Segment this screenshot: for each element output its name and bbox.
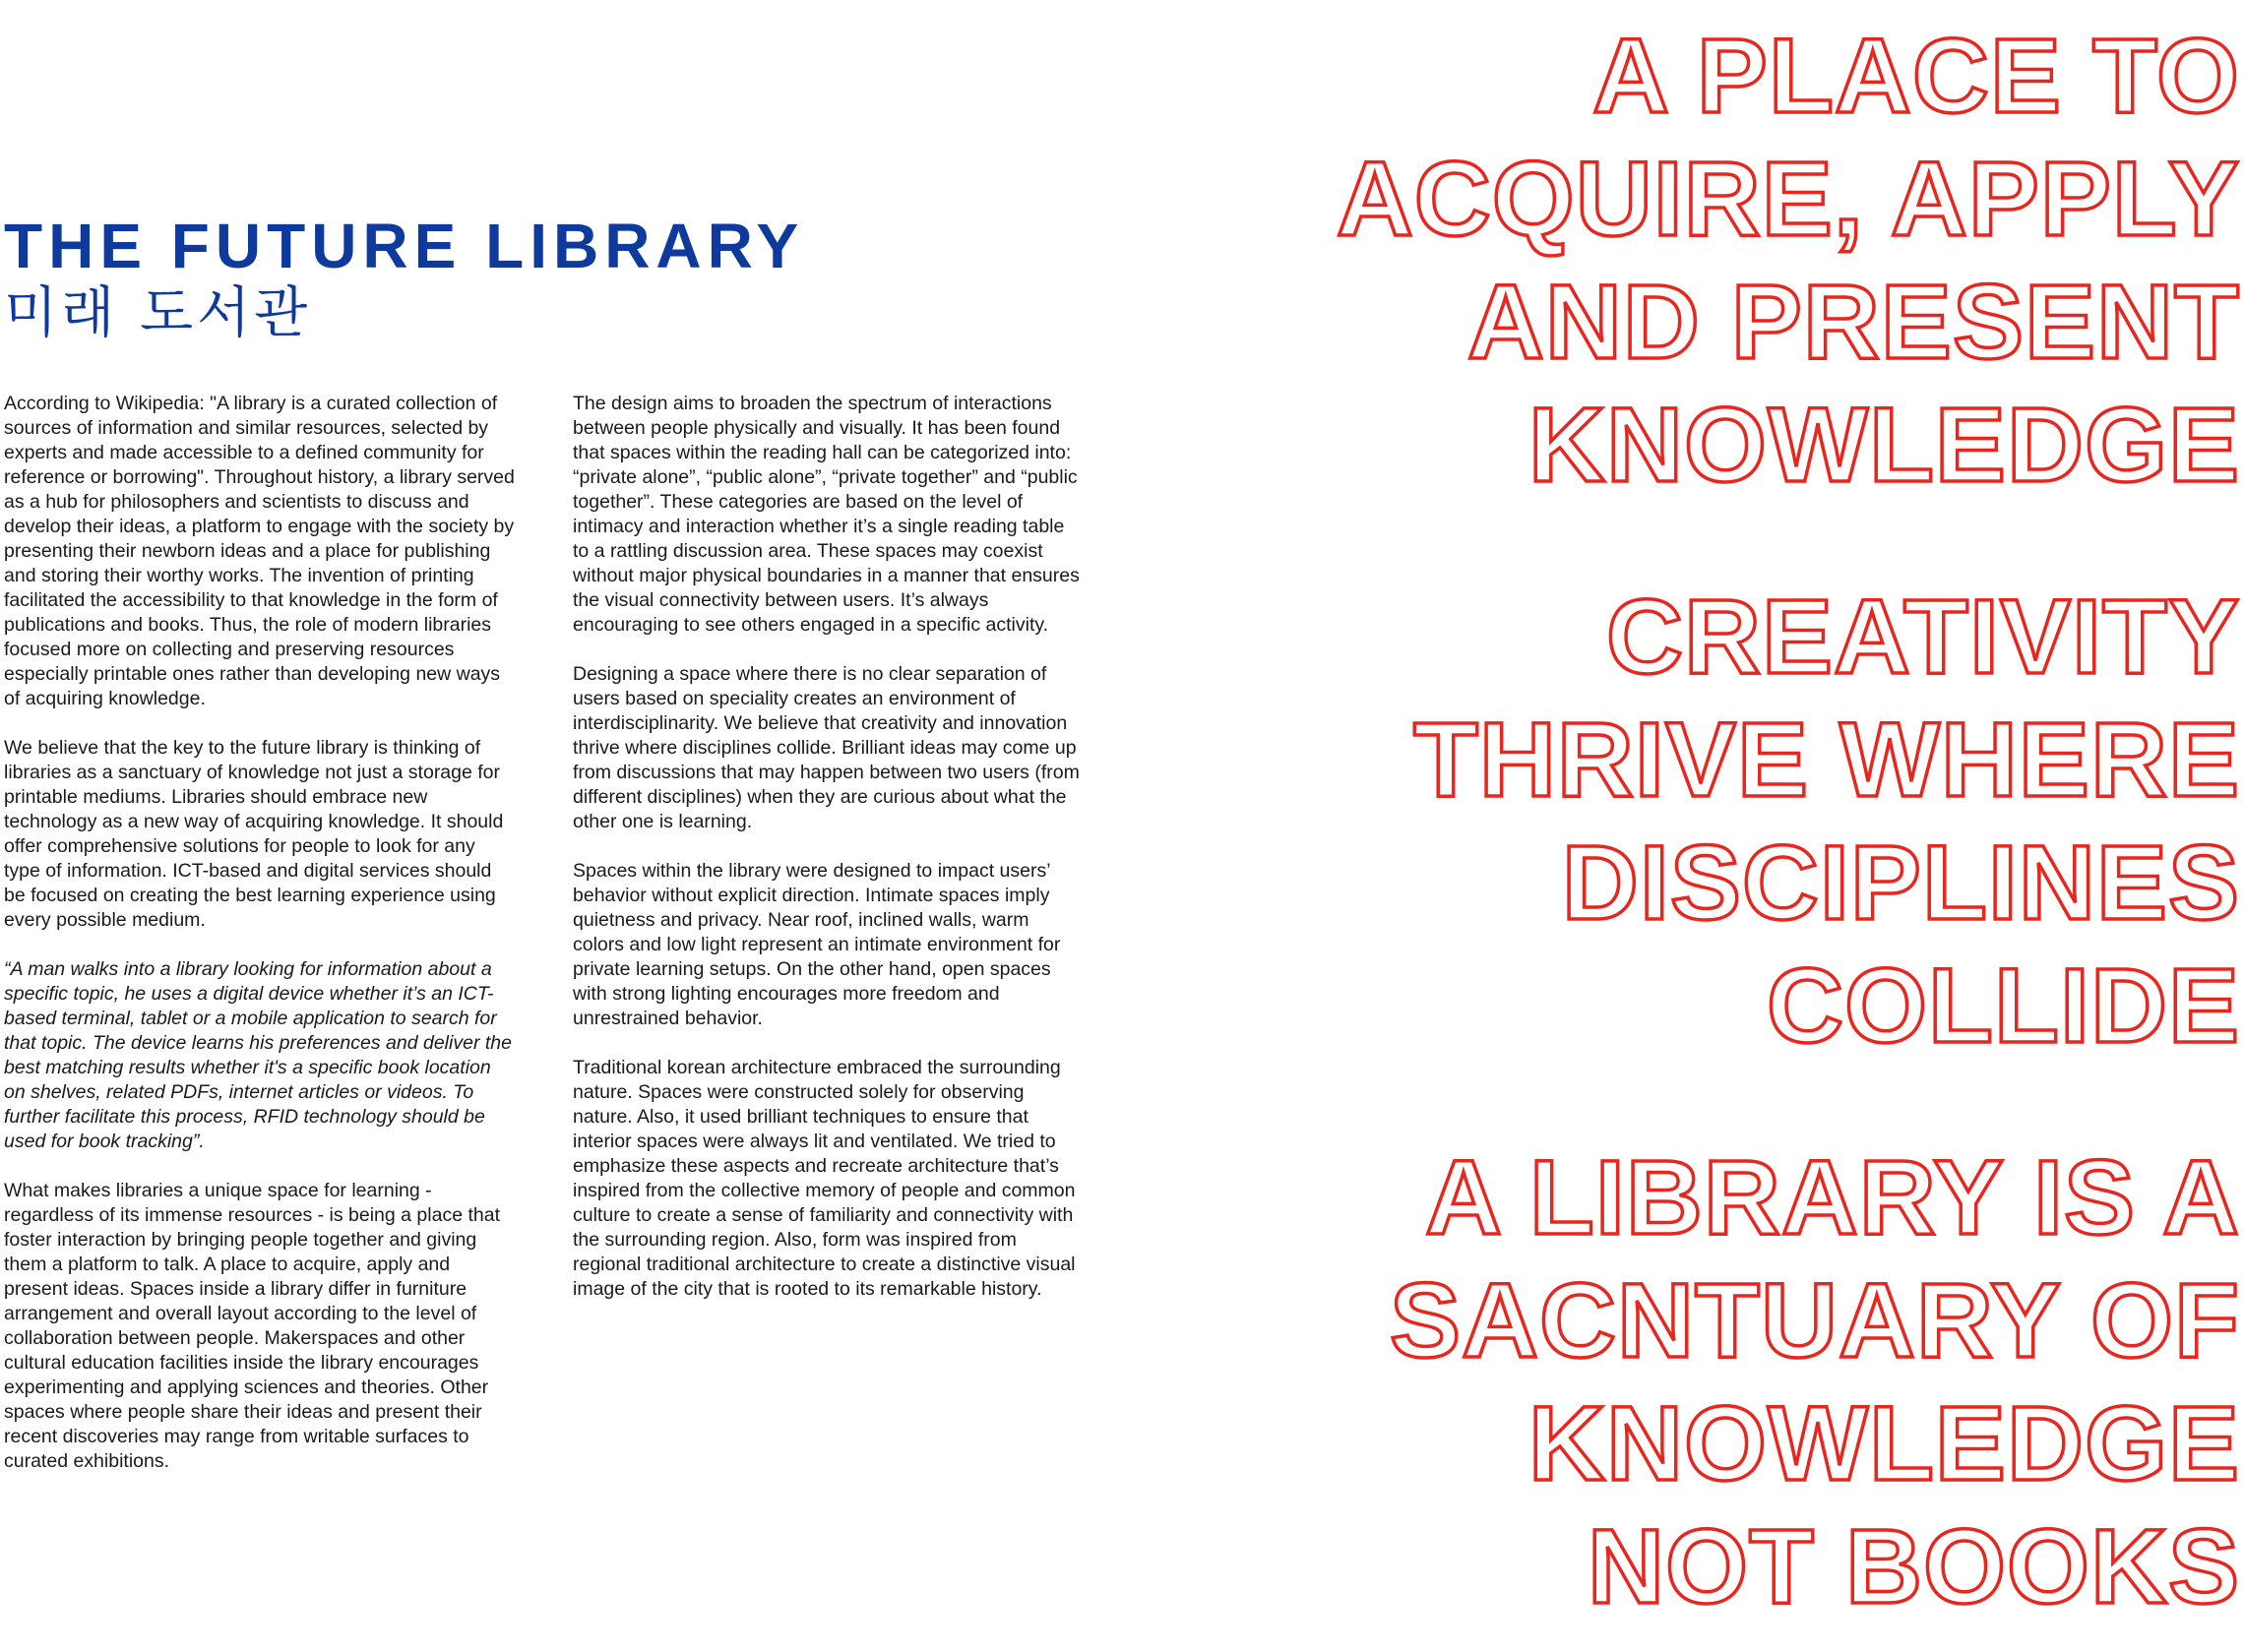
paragraph-unique-space: What makes libraries a unique space for learning - regardless of its immense resources - is being a place that foster interaction by bringing people together and giving them a platform to talk. A place to acquire, apply and present ideas. Spaces inside a library differ in furniture arrangement and overall layout according to the level of collaboration between people. Makerspaces and other cultural education facilities inside the library encourages experimenting and applying sciences and theories. Other spaces where people share their ideas and present their recent discoveries may range from writable surfaces to curated exhibitions. bbox=[4, 1180, 500, 1472]
slogans-panel bbox=[1177, 14, 2240, 1627]
paragraph-scenario-quote: “A man walks into a library looking for information about a specific topic, he uses a digital device whether it’s an ICT-based terminal, tablet or a mobile application to search for that topic. The device learns his preferences and deliver the best matching results whether it's a specific book location on shelves, related PDFs, internet articles or videos. To further facilitate this process, RFID technology should be used for book tracking”. bbox=[4, 958, 512, 1152]
slogan-acquire-apply-present bbox=[1177, 14, 2240, 506]
slogan-library-sanctuary bbox=[1177, 1135, 2240, 1627]
page-title-korean: 미래 도서관 bbox=[4, 281, 312, 345]
paragraph-behavior-spaces: Spaces within the library were designed to impact users’ behavior without explicit direction. Intimate spaces imply quietness and privacy. Near roof, inclined walls, warm colors and low light represent an intimate environment for private learning setups. On the other hand, open spaces with strong lighting encourages more freedom and unrestrained behavior. bbox=[573, 860, 1061, 1029]
slogan-line: NOT BOOKS bbox=[1587, 1506, 2240, 1625]
slogan-line: COLLIDE bbox=[1767, 946, 2240, 1065]
slogan-creativity-thrive bbox=[1177, 575, 2240, 1067]
right-text-column bbox=[573, 392, 1085, 1326]
slogan-line: A PLACE TO bbox=[1591, 16, 2240, 135]
page-header bbox=[4, 211, 805, 345]
left-text-column bbox=[4, 392, 516, 1499]
paragraph-traditional-architecture: Traditional korean architecture embraced the surrounding nature. Spaces were constructed solely for observing nature. Also, it used brilliant techniques to ensure that interior spaces were always lit and ventilated. We tried to emphasize these aspects and recreate architecture that’s inspired from the collective memory of people and common culture to create a sense of familiarity and connectivity with the surrounding region. Also, form was inspired from regional traditional architecture to create a distinctive visual image of the city that is rooted to its remarkable history. bbox=[573, 1057, 1076, 1300]
slogan-line: AND PRESENT bbox=[1466, 262, 2240, 381]
slogan-line: ACQUIRE, APPLY bbox=[1336, 139, 2240, 258]
slogan-line: THRIVE WHERE bbox=[1412, 700, 2240, 819]
paragraph-sanctuary-of-knowledge: We believe that the key to the future library is thinking of libraries as a sanctuary of knowledge not just a storage for printable mediums. Libraries should embrace new technology as a new way of acquiring knowledge. It should offer comprehensive solutions for people to look for any type of information. ICT-based and digital services should be focused on creating the best learning experience using every possible medium. bbox=[4, 737, 504, 931]
paragraph-design-interactions: The design aims to broaden the spectrum of interactions between people physically and visually. It has been found that spaces within the reading hall can be categorized into: “private alone”, “public alone”, “private together” and “public together”. These categories are based on the level of intimacy and interaction whether it’s a single reading table to a rattling discussion area. These spaces may coexist without major physical boundaries in a manner that ensures the visual connectivity between users. It’s always encouraging to see others engaged in a specific activity. bbox=[573, 393, 1080, 636]
slogan-line: A LIBRARY IS A bbox=[1424, 1137, 2240, 1256]
slogan-line: KNOWLEDGE bbox=[1528, 385, 2240, 504]
slogan-line: CREATIVITY bbox=[1605, 577, 2240, 696]
slogan-line: KNOWLEDGE bbox=[1528, 1383, 2240, 1502]
paragraph-interdisciplinarity: Designing a space where there is no clear separation of users based on speciality creates an environment of interdisciplinarity. We believe that creativity and innovation thrive where disciplines collide. Brilliant ideas may come up from discussions that may happen between two users (from different disciplines) when they are curious about what the other one is learning. bbox=[573, 663, 1080, 832]
page-title: THE FUTURE LIBRARY bbox=[4, 211, 805, 281]
slogan-line: SACNTUARY OF bbox=[1389, 1260, 2240, 1379]
paragraph-wikipedia-definition: According to Wikipedia: "A library is a curated collection of sources of information and similar resources, selected by experts and made accessible to a defined community for reference or borrowing". Throughout history, a library served as a hub for philosophers and scientists to discuss and develop their ideas, a platform to engage with the society by presenting their newborn ideas and a place for publishing and storing their worthy works. The invention of printing facilitated the accessibility to that knowledge in the form of publications and books. Thus, the role of modern libraries focused more on collecting and preserving resources especially printable ones rather than developing new ways of acquiring knowledge. bbox=[4, 393, 515, 709]
slogan-line: DISCIPLINES bbox=[1561, 823, 2240, 942]
